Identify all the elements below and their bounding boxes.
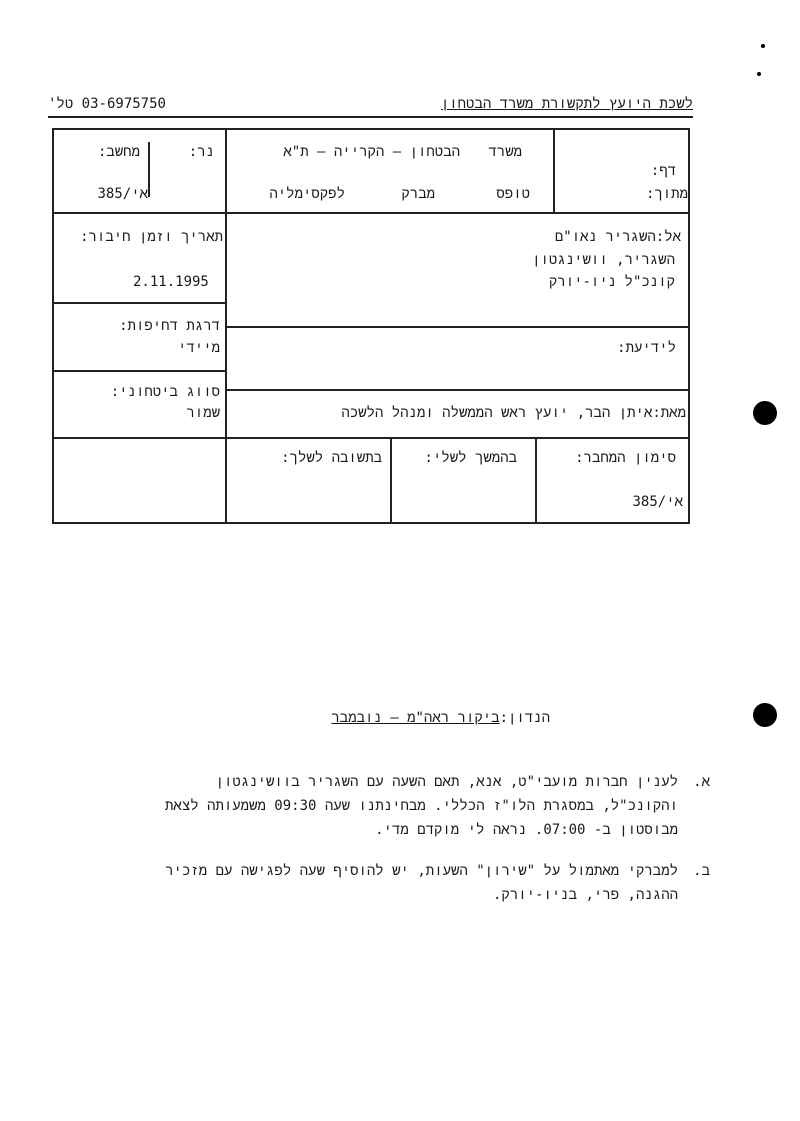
item-b-line-2: ההגנה, פרי, בניו-יורק.: [493, 887, 678, 903]
item-a-line-2: והקונכ"ל, במסגרת הלו"ז הכללי. מבחינתנו שעה 09:30 משמעותה לצאת: [165, 798, 678, 814]
form-reply-divider: [225, 437, 227, 523]
form-info-top: [225, 326, 690, 328]
to-line-3: קונכ"ל ניו-יורק: [548, 274, 675, 290]
item-a-line-1: לענין חברות מועבי"ט, אנא, תאם השעה עם השגריר בוושינגטון: [215, 774, 678, 790]
ref-label: סימון המחבר:: [575, 450, 676, 466]
urgency-label: דרגת דחיפות:: [119, 318, 220, 334]
form-row5-bottom: [52, 437, 690, 439]
classification-value: שמור: [186, 405, 220, 421]
scan-speck: [757, 72, 761, 76]
classification-label: סווג ביטחוני:: [110, 384, 220, 400]
computer-value: אי/385: [97, 186, 148, 202]
date-label: תאריך וזמן חיבור:: [80, 229, 223, 245]
continuation-label: בהמשך לשלי:: [424, 450, 517, 466]
form-type-telegram: מברק: [401, 186, 435, 202]
form-date-bottom: [52, 302, 226, 304]
form-left-border: [52, 128, 54, 523]
item-b-marker: ב.: [693, 863, 710, 879]
of-label: מתוך:: [645, 186, 688, 202]
item-a-line-3: מבוסטון ב- 07:00. נראה לי מוקדם מדי.: [375, 822, 678, 838]
from-line: מאת:איתן הבר, יועץ ראש הממשלה ומנהל הלשכה: [341, 405, 686, 421]
form-type-form: טופס: [496, 186, 530, 202]
form-type-fax: לפקסימליה: [269, 186, 345, 202]
computer-divider: [148, 142, 150, 197]
reply-label: בתשובה לשלך:: [281, 450, 382, 466]
page-label: דף:: [650, 163, 676, 179]
form-cont-divider: [390, 437, 392, 523]
ministry-label: משרד: [488, 144, 522, 160]
phone-value: 03-6975750 טל': [48, 96, 166, 112]
form-row1-bottom: [52, 212, 690, 214]
subject-prefix: הנדון:: [499, 710, 550, 726]
subject-text: ביקור ראה"מ – נובמבר: [331, 710, 500, 726]
subject-line: [331, 710, 550, 727]
item-b-line-1: למברקי מאתמול על "שירון" השעות, יש להוסיף שעה לפגישה עם מזכיר: [165, 863, 678, 879]
punch-hole-bottom: [753, 703, 777, 727]
ministry-value: הבטחון – הקרייה – ת"א: [283, 144, 460, 160]
form-mid-divider: [225, 128, 227, 438]
form-page-divider: [553, 128, 555, 212]
form-ref-divider: [535, 437, 537, 523]
to-line-2: השגריר, וושינגטון: [532, 252, 675, 268]
office-title: לשכת היועץ לתקשורת משרד הבטחון: [440, 96, 693, 112]
nr-label: נר:: [188, 144, 214, 160]
header-rule: [48, 116, 693, 118]
form-bottom-line: [52, 522, 690, 524]
form-top-line: [52, 128, 690, 130]
urgency-value: מיידי: [177, 340, 220, 356]
punch-hole-top: [753, 401, 777, 425]
date-value: 2.11.1995: [133, 274, 209, 290]
scan-speck: [761, 44, 765, 48]
form-info-bottom: [225, 389, 690, 391]
to-line-1: אל:השגריר נאו"ם: [554, 229, 681, 245]
form-urgency-bottom: [52, 370, 226, 372]
item-a-marker: א.: [693, 774, 710, 790]
computer-label: מחשב:: [97, 144, 140, 160]
phone-number: [48, 96, 166, 113]
ref-value: אי/385: [632, 494, 683, 510]
info-label: לידיעת:: [617, 340, 676, 356]
